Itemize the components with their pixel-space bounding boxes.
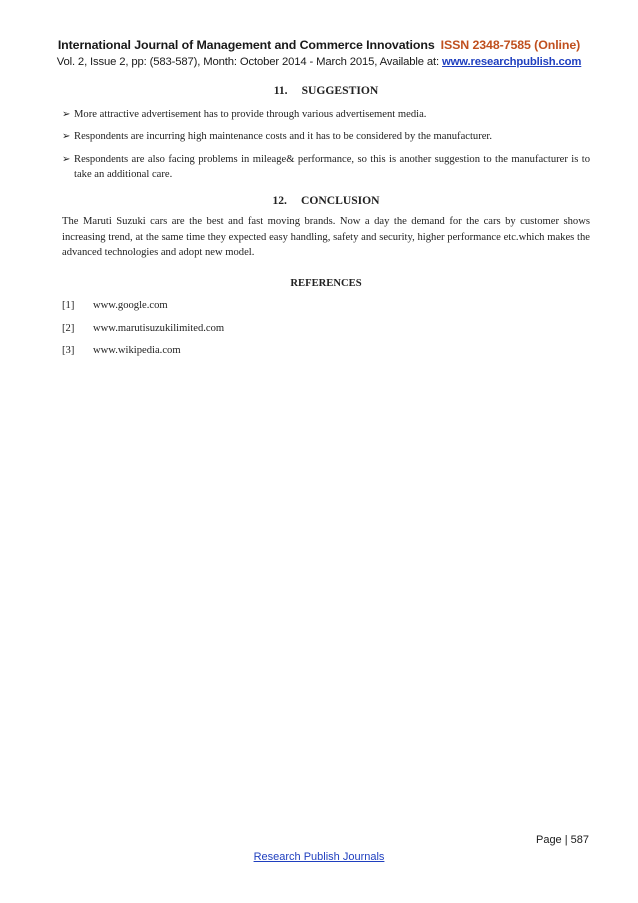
- conclusion-paragraph: The Maruti Suzuki cars are the best and fast moving brands. Now a day the demand for the cars by customer shows increasing trend, at the same time they expected easy handling, safety and security, higher performance etc.which makes the advanced technologies and adopt new model.: [62, 216, 590, 258]
- suggestion-text: Respondents are incurring high maintenance costs and it has to be considered by the manufacturer.: [74, 131, 493, 142]
- journal-title: International Journal of Management and Commerce Innovations: [57, 38, 435, 52]
- conclusion-title: CONCLUSION: [300, 193, 380, 207]
- list-item: [62, 152, 590, 183]
- journal-details-line: [0, 56, 638, 68]
- reference-link[interactable]: www.google.com: [93, 300, 168, 311]
- page-header: [0, 38, 638, 68]
- suggestion-number: 11.: [273, 84, 288, 97]
- arrow-bullet-icon: ➢: [62, 131, 71, 142]
- arrow-bullet-icon: ➢: [62, 108, 71, 120]
- journal-website-link[interactable]: www.researchpublish.com: [442, 56, 582, 68]
- suggestion-list: [62, 107, 590, 183]
- reference-item: [62, 298, 590, 314]
- suggestion-text: More attractive advertisement has to provide through various advertisement media.: [74, 108, 427, 120]
- suggestion-text: Respondents are also facing problems in mileage& performance, so this is another suggestion to the manufacturer is to take an additional care.: [74, 153, 590, 180]
- list-item: [62, 107, 590, 123]
- reference-item: [62, 321, 590, 337]
- list-item: [62, 129, 590, 145]
- reference-number: [1]: [62, 300, 75, 311]
- reference-link[interactable]: www.marutisuzukilimited.com: [93, 322, 225, 334]
- journal-header-line: [0, 38, 638, 52]
- issn: ISSN 2348-7585 (Online): [440, 38, 581, 52]
- journal-details: Vol. 2, Issue 2, pp: (583-587), Month: October 2014 - March 2015, Available at:: [56, 56, 443, 68]
- suggestion-title: SUGGESTION: [301, 84, 379, 97]
- references-heading: REFERENCES: [290, 277, 362, 289]
- page-number: Page | 587: [535, 834, 589, 846]
- reference-item: [62, 343, 590, 359]
- arrow-bullet-icon: ➢: [62, 153, 71, 165]
- suggestion-heading: [62, 83, 590, 99]
- conclusion-heading: [62, 193, 590, 209]
- page-content: [62, 83, 590, 359]
- reference-link[interactable]: www.wikipedia.com: [93, 345, 181, 356]
- conclusion-number: 12.: [272, 193, 287, 207]
- reference-number: [2]: [62, 322, 75, 334]
- footer-journal-link[interactable]: Research Publish Journals: [253, 851, 385, 863]
- reference-number: [3]: [62, 345, 75, 356]
